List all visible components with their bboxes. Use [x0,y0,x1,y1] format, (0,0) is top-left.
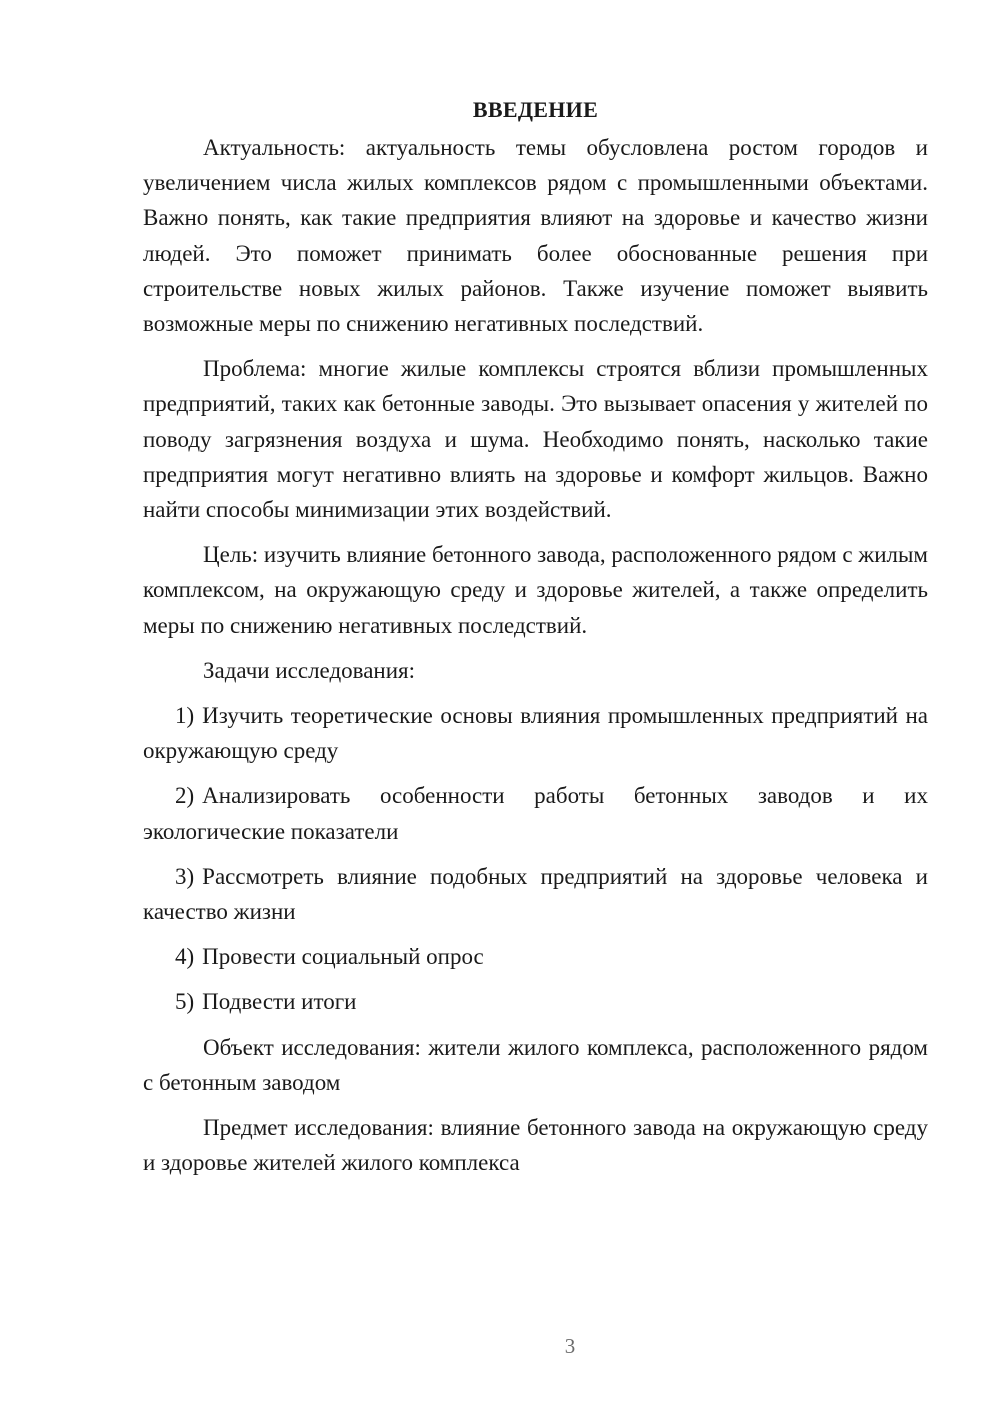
list-item-number: 5) [175,989,195,1015]
list-item-number: 2) [175,783,195,809]
list-item-text: Подвести итоги [202,989,357,1015]
paragraph-relevance: Актуальность: актуальность темы обусловлена ростом городов и увеличением числа жилых комплексов рядом с промышленными объектами. Важно понять, как такие предприятия влияют на здоровье и качество жизни людей. Это поможет принимать более обоснованные решения при строительстве новых жилых районов. Также изучение поможет выявить возможные меры по снижению негативных последствий. [143,135,928,337]
list-item-number: 3) [175,863,195,889]
list-item-text: Анализировать особенности работы бетонных заводов и их экологические показатели [143,783,928,844]
list-item-number: 1) [175,703,195,729]
list-item-text: Рассмотреть влияние подобных предприятий на здоровье человека и качество жизни [143,863,928,925]
list-item-number: 4) [175,944,195,970]
list-item [143,939,928,974]
paragraph-subject: Предмет исследования: влияние бетонного завода на окружающую среду и здоровье жителей жилого комплекса [143,1115,928,1176]
tasks-list [143,698,928,1020]
list-item [143,698,928,768]
list-item-text: Провести социальный опрос [202,944,484,970]
list-item [143,859,928,929]
list-item [143,778,928,848]
tasks-heading: Задачи исследования: [203,657,416,683]
list-item [143,984,928,1019]
document-content [143,92,928,1190]
paragraph-object: Объект исследования: жители жилого комплекса, расположенного рядом с бетонным заводом [143,1034,928,1095]
paragraph-goal: Цель: изучить влияние бетонного завода, расположенного рядом с жилым комплексом, на окружающую среду и здоровье жителей, а также определить меры по снижению негативных последствий. [143,542,928,638]
page-number: 3 [564,1334,576,1358]
paragraph-problem: Проблема: многие жилые комплексы строятся вблизи промышленных предприятий, таких как бетонные заводы. Это вызывает опасения у жителей по поводу загрязнения воздуха и шума. Необходимо понять, насколько такие предприятия могут негативно влиять на здоровье и комфорт жильцов. Важно найти способы минимизации этих воздействий. [143,356,928,523]
page-title: ВВЕДЕНИЕ [472,97,599,122]
list-item-text: Изучить теоретические основы влияния промышленных предприятий на окружающую среду [143,703,928,764]
